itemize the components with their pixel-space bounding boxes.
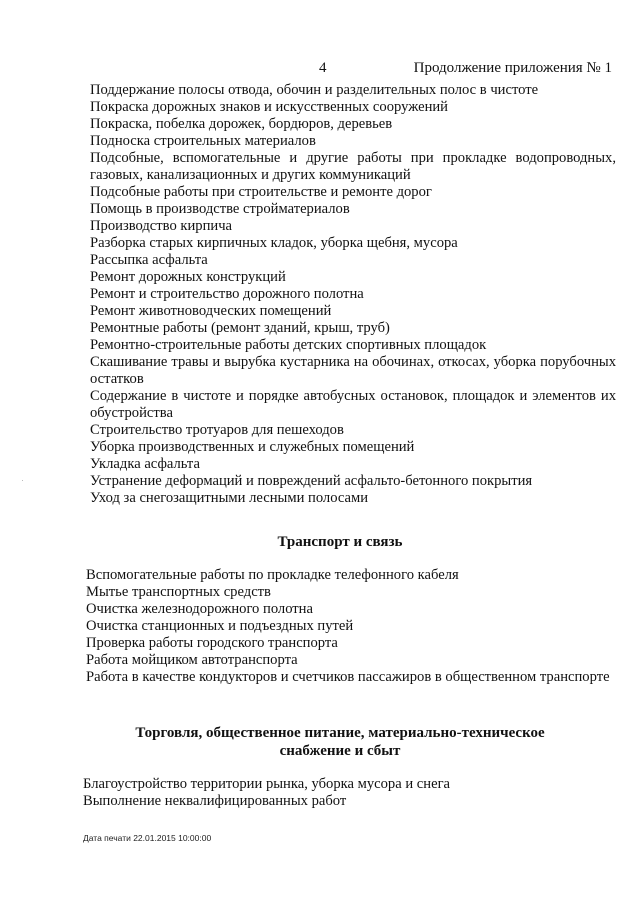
section-heading-line: снабжение и сбыт: [279, 743, 401, 759]
list-item: Помощь в производстве стройматериалов: [90, 201, 350, 217]
list-item: Выполнение неквалифицированных работ: [83, 793, 347, 809]
list-item: Работа в качестве кондукторов и счетчиков пассажиров в общественном транспорте: [86, 669, 610, 685]
list-item: Ремонт дорожных конструкций: [90, 269, 286, 285]
section-heading-line: Торговля, общественное питание, материально-техническое: [135, 725, 545, 741]
list-item: Ремонтные работы (ремонт зданий, крыш, труб): [90, 320, 390, 336]
appendix-label: Продолжение приложения № 1: [413, 60, 612, 76]
list-item: Уход за снегозащитными лесными полосами: [90, 490, 369, 506]
list-item: Подсобные, вспомогательные и другие работы при прокладке водопроводных, газовых, канализационных и других коммуникаций: [90, 150, 616, 183]
list-item: Ремонт животноводческих помещений: [90, 303, 332, 319]
list-item: Рассыпка асфальта: [90, 252, 208, 268]
list-item: Покраска, побелка дорожек, бордюров, деревьев: [90, 116, 393, 132]
list-item: Покраска дорожных знаков и искусственных сооружений: [90, 99, 448, 115]
list-item: Работа мойщиком автотранспорта: [86, 652, 298, 668]
list-item: Очистка железнодорожного полотна: [86, 601, 313, 617]
list-item: Очистка станционных и подъездных путей: [86, 618, 354, 634]
page-number: 4: [319, 60, 327, 76]
job-list-transport: [86, 567, 616, 686]
list-item: Вспомогательные работы по прокладке телефонного кабеля: [86, 567, 459, 583]
list-item: Уборка производственных и служебных помещений: [90, 439, 415, 455]
section-heading-transport: Транспорт и связь: [277, 534, 403, 550]
job-list-construction: [90, 82, 616, 507]
list-item: Мытье транспортных средств: [86, 584, 271, 600]
list-item: Поддержание полосы отвода, обочин и разделительных полос в чистоте: [90, 82, 539, 98]
list-item: Подноска строительных материалов: [90, 133, 316, 149]
job-list-trade: [83, 776, 616, 810]
list-item: Скашивание травы и вырубка кустарника на обочинах, откосах, уборка порубочных остатков: [90, 354, 616, 387]
list-item: Ремонт и строительство дорожного полотна: [90, 286, 364, 302]
list-item: Благоустройство территории рынка, уборка мусора и снега: [83, 776, 451, 792]
print-date: Дата печати 22.01.2015 10:00:00: [83, 833, 212, 843]
list-item: Устранение деформаций и повреждений асфальто-бетонного покрытия: [90, 473, 533, 489]
list-item: Ремонтно-строительные работы детских спортивных площадок: [90, 337, 487, 353]
list-item: Укладка асфальта: [90, 456, 200, 472]
list-item: Проверка работы городского транспорта: [86, 635, 338, 651]
list-item: Производство кирпича: [90, 218, 233, 234]
scan-artifact: [22, 480, 23, 481]
list-item: Разборка старых кирпичных кладок, уборка щебня, мусора: [90, 235, 458, 251]
section-heading-trade: [60, 724, 620, 760]
list-item: Строительство тротуаров для пешеходов: [90, 422, 344, 438]
list-item: Содержание в чистоте и порядке автобусных остановок, площадок и элементов их обустройства: [90, 388, 616, 421]
list-item: Подсобные работы при строительстве и ремонте дорог: [90, 184, 432, 200]
